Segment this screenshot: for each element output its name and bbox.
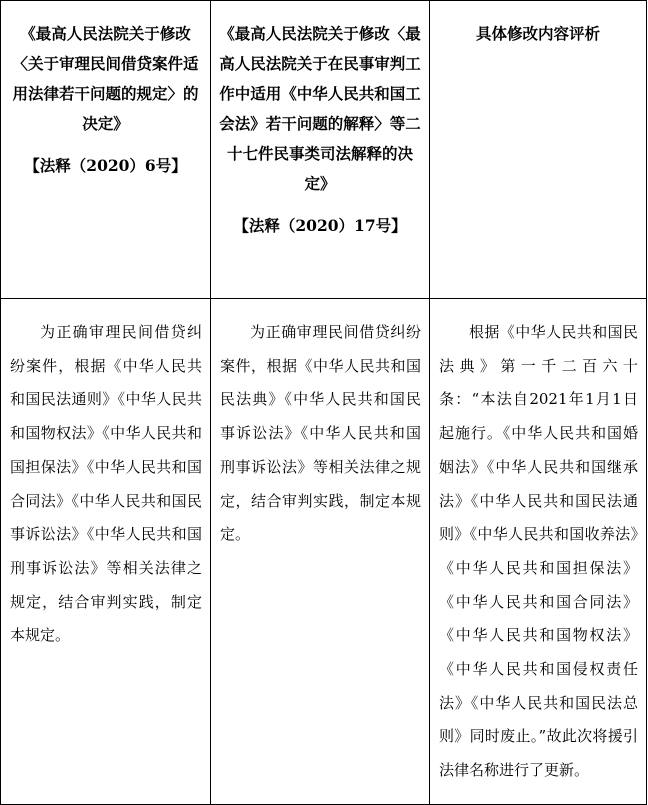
body-text-analysis: 根据《中华人民共和国民法典》第一千二百六十条：“本法自2021年1月1日起施行。《中华人民共和国婚姻法》《中华人民共和国继承法》《中华人民共和国民法通则》《中华人民共和国收养法》《中华人民共和国担保法》《中华人民共和国合同法》《中华人民共和国物权法》《中华人民共和国侵权责任法》《中华人民共和国民法总则》同时废止。”故此次将援引法律名称进行了更新。 bbox=[439, 323, 638, 780]
body-text-2020-6: 为正确审理民间借贷纠纷案件，根据《中华人民共和国民法通则》《中华人民共和国物权法》《中华人民共和国担保法》《中华人民共和国合同法》《中华人民共和国民事诉讼法》《中华人民共和国刑事诉讼法》等相关法律之规定，结合审判实践，制定本规定。 bbox=[10, 323, 202, 645]
header-row bbox=[1, 1, 647, 299]
header-title-2020-6: 《最高人民法院关于修改〈关于审理民间借贷案件适用法律若干问题的规定〉的决定》 bbox=[12, 24, 199, 133]
content-row bbox=[1, 299, 647, 805]
header-title-analysis: 具体修改内容评析 bbox=[475, 24, 600, 43]
body-text-2020-17: 为正确审理民间借贷纠纷案件，根据《中华人民共和国民法典》《中华人民共和国民事诉讼法》《中华人民共和国刑事诉讼法》等相关法律之规定，结合审判实践，制定本规定。 bbox=[220, 323, 421, 544]
body-cell-analysis bbox=[430, 299, 647, 805]
header-docnum-2020-6: 【法释（2020）6号】 bbox=[24, 156, 187, 175]
header-title-2020-17: 《最高人民法院关于修改〈最高人民法院关于在民事审判工作中适用《中华人民共和国工会法》若干问题的解释〉等二十七件民事类司法解释的决定》 bbox=[219, 24, 421, 193]
header-cell-analysis bbox=[430, 1, 647, 299]
header-cell-2020-17 bbox=[211, 1, 430, 299]
header-cell-2020-6 bbox=[1, 1, 211, 299]
header-docnum-2020-17: 【法释（2020）17号】 bbox=[233, 216, 407, 235]
body-cell-2020-6 bbox=[1, 299, 211, 805]
body-cell-2020-17 bbox=[211, 299, 430, 805]
